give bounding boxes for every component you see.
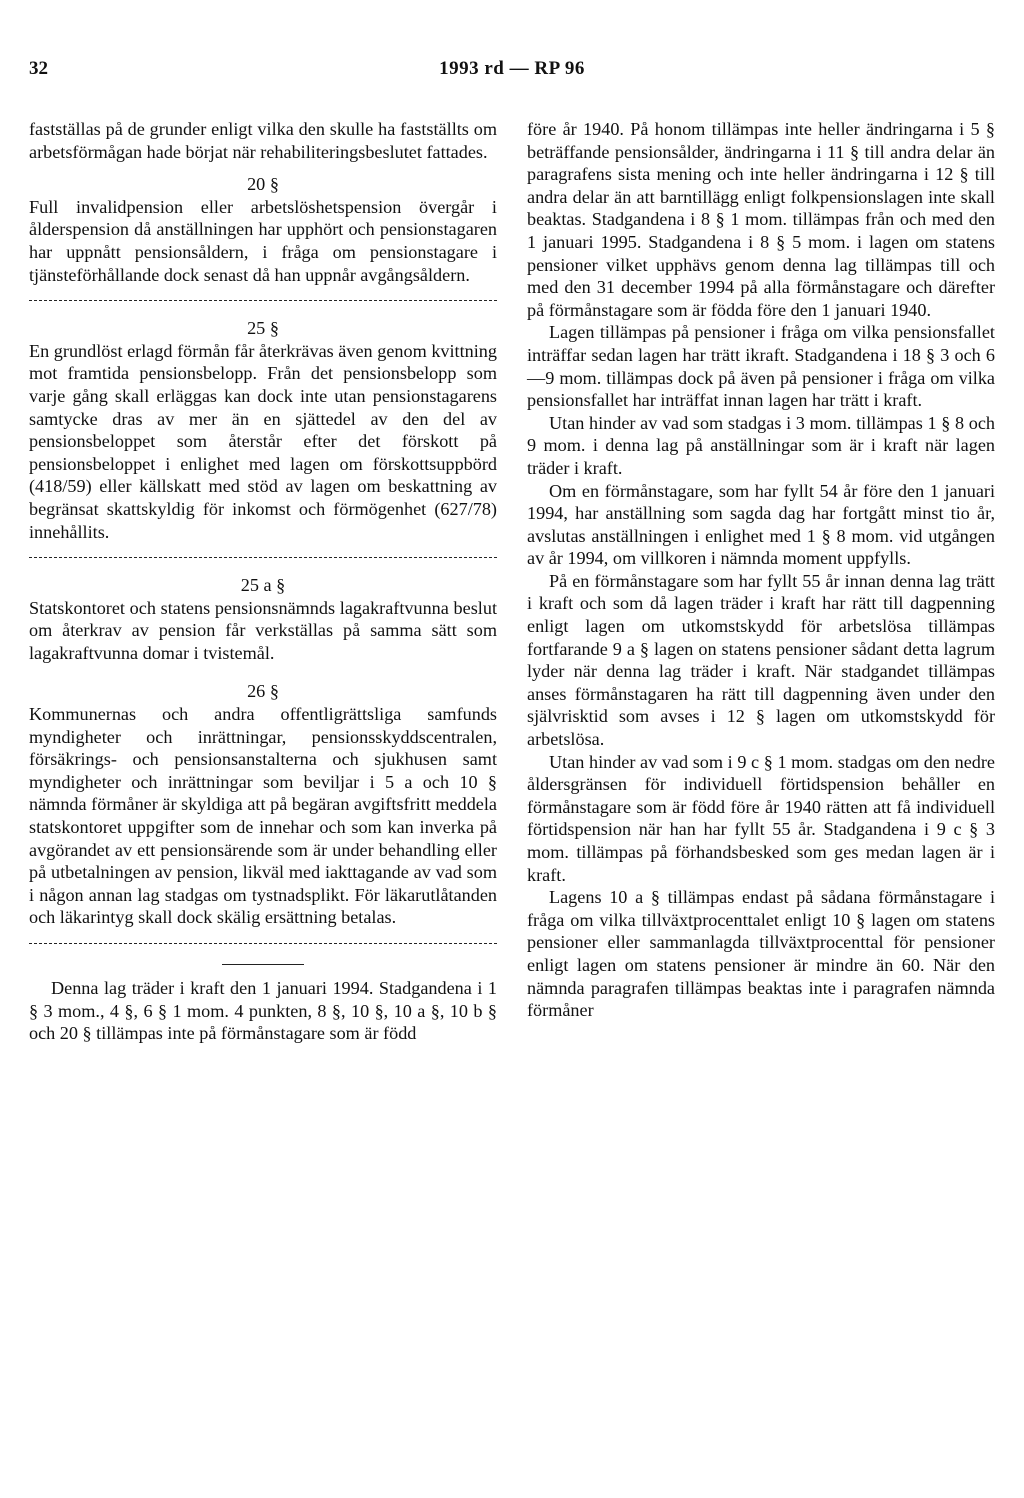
transition-paragraph-7: Lagens 10 a § tillämpas endast på sådana förmånstagare i fråga om vilka tillväxtprocenttalet enligt 10 § lagen om statens pensioner eller sammanlagda tillväxtprocenttal för pensioner enligt lagen om statens pensioner är mindre än 60. När den nämnda paragrafen tillämpas beaktas inte i paragrafen nämnda förmåner	[527, 887, 995, 1021]
section-25-text: En grundlöst erlagd förmån får återkrävas även genom kvittning mot framtida pensionsbelopp. Från det pensionsbelopp som varje gång skall erläggas kan dock inte utan pensionstagarens samtycke dras av mer än en sjättedel av den del av pensionsbeloppet som återstår efter det förskott på pensionsbeloppet i enlighet med lagen om förskottsuppbörd (418/59) eller källskatt med stöd av lagen om beskattning av begränsat skattskyldig för inkomst och förmögenhet (627/78) innehållits.	[29, 340, 497, 542]
entry-into-force-paragraph: Denna lag träder i kraft den 1 januari 1994. Stadgandena i 1 § 3 mom., 4 §, 6 § 1 mom. 4 punkten, 8 §, 10 §, 10 a §, 10 b § och 20 § tillämpas inte på förmånstagare som är född	[29, 978, 497, 1044]
section-26-heading: 26 §	[247, 681, 279, 702]
section-25a-text: Statskontoret och statens pensionsnämnds lagakraftvunna beslut om återkrav av pension får verkställas på samma sätt som lagakraftvunna domar i tvistemål.	[29, 597, 497, 663]
right-column	[527, 118, 995, 1022]
section-25a-heading: 25 a §	[240, 575, 286, 596]
transition-paragraph-4: Om en förmånstagare, som har fyllt 54 år före den 1 januari 1994, har anställning som sagda dag har fortgått minst tio år, avslutas anställningen i enlighet med 1 § 8 mom. vid utgången av år 1994, om villkoren i nämnda moment uppfylls.	[527, 480, 995, 569]
omission-dashed-rule	[29, 557, 497, 558]
page-number: 32	[29, 58, 48, 79]
section-20-heading: 20 §	[247, 174, 279, 195]
section-26-text: Kommunernas och andra offentligrättsliga samfunds myndigheter och inrättningar, pensionsskyddscentralen, försäkrings- och pensionsanstalterna och sjukhusen samt myndigheter och inrättningar som beviljar i 5 a och 10 § nämnda förmåner är skyldiga att på begäran avgiftsfritt meddela statskontoret uppgifter som de innehar och som kan inverka på avgörandet av ett pensionsärende som är under behandling eller på utbetalningen av pension, likväl med iakttagande av vad som i någon annan lag stadgas om tystnadsplikt. För läkarutlåtanden och läkarintyg skall dock skälig ersättning betalas.	[29, 704, 497, 928]
transition-paragraph-5: På en förmånstagare som har fyllt 55 år innan denna lag trätt i kraft och som då lagen träder i kraft har rätt till dagpenning enligt lagen om utkomstskydd för arbetslösa tillämpas fortfarande 9 a § lagen on statens pensioner sådant detta lagrum lyder när denna lag träder i kraft. När stadgandet tillämpas anses förmånstagaren ha rätt till dagpenning även under den självrisktid som avses i 12 § lagen om utkomstskydd för arbetslösa.	[527, 570, 995, 750]
left-column	[29, 118, 497, 1045]
transition-paragraph-3: Utan hinder av vad som stadgas i 3 mom. tillämpas 1 § 8 och 9 mom. i denna lag på anställningar som är i kraft när lagen träder i kraft.	[527, 412, 995, 478]
transition-paragraph-2: Lagen tillämpas på pensioner i fråga om vilka pensionsfallet inträffar sedan lagen har trätt ikraft. Stadgandena i 18 § 3 och 6—9 mom. tillämpas dock på även på pensioner i fråga om vilka pensionsfallet har inträffat innan lagen har trätt i kraft.	[527, 322, 995, 411]
section-25-heading: 25 §	[247, 318, 279, 339]
transition-paragraph-1: före år 1940. På honom tillämpas inte heller ändringarna i 5 § beträffande pensionsålder, ändringarna i 11 § till andra delar än paragrafens sista mening och inte heller ändringarna i 12 § till andra delar än att barntillägg enligt folkpensionslagen inte skall beaktas. Stadgandena i 8 § 1 mom. tillämpas från och med den 1 januari 1995. Stadgandena i 8 § 5 mom. i lagen om statens pensioner vilket upphävs genom denna lag tillämpas till och med den 31 december 1994 på alla förmånstagare och därefter på förmånstagare som är födda före den 1 januari 1940.	[527, 119, 995, 320]
omission-dashed-rule	[29, 943, 497, 944]
intro-paragraph: fastställas på de grunder enligt vilka den skulle ha fastställts om arbetsförmågan hade börjat när rehabiliteringsbeslutet fattades.	[29, 119, 497, 162]
transition-paragraph-6: Utan hinder av vad som i 9 c § 1 mom. stadgas om den nedre åldersgränsen för individuell förtidspension behåller en förmånstagare som är född före år 1940 rätten att få individuell förtidspension när han har fyllt 55 år. Stadgandena i 9 c § 3 mom. tillämpas på förhandsbesked som ges medan lagen är i kraft.	[527, 751, 995, 885]
section-20-text: Full invalidpension eller arbetslöshetspension övergår i ålderspension då anställningen har upphört och pensionstagaren har uppnått pensionsåldern, i fråga om pensionstagare i tjänsteförhållande dock senast då han uppnår avgångsåldern.	[29, 196, 497, 285]
page-header	[0, 58, 1024, 88]
short-separator-rule	[222, 964, 304, 965]
omission-dashed-rule	[29, 300, 497, 301]
running-title: 1993 rd — RP 96	[439, 58, 585, 79]
